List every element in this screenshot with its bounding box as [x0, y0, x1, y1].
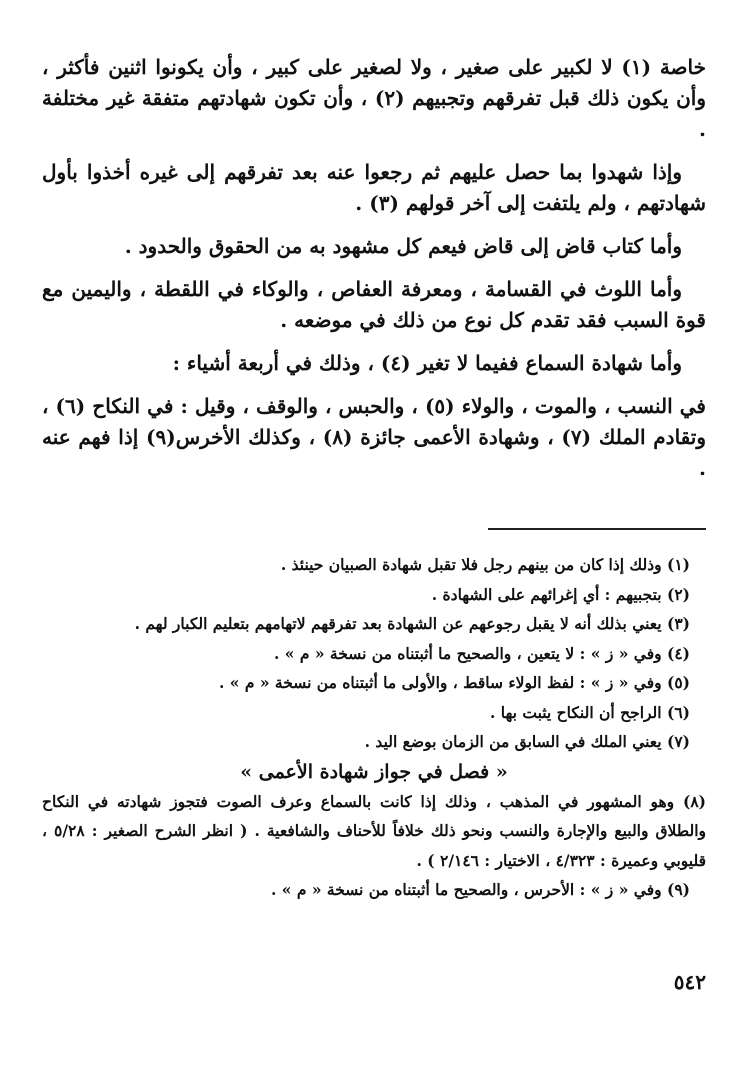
footnote-5: (٥) وفي « ز » : لفظ الولاء ساقط ، والأولى ما أثبتناه من نسخة « م » . [218, 673, 690, 692]
page-number: ٥٤٢ [673, 970, 706, 994]
section-heading: « فصل في جواز شهادة الأعمى » [240, 760, 508, 783]
paragraph-3: وأما كتاب قاض إلى قاض فيعم كل مشهود به من الحقوق والحدود . [124, 234, 682, 258]
footnote-2: (٢) بتجبيهم : أي إغرائهم على الشهادة . [431, 584, 690, 604]
footnotes [42, 550, 706, 905]
paragraph-5: وأما شهادة السماع ففيما لا تغير (٤) ، وذلك في أربعة أشياء : [172, 351, 682, 375]
footnote-1: (١) وذلك إذا كان من بينهم رجل فلا تقبل شهادة الصبيان حينئذ . [280, 555, 690, 574]
paragraph-1: خاصة (١) لا لكبير على صغير ، ولا لصغير على كبير ، وأن يكونوا اثنين فأكثر ، وأن يكون ذلك قبل تفرقهم وتجبيهم (٢) ، وأن تكون شهادتهم متفقة غير مختلفة . [42, 55, 706, 141]
footnote-divider [488, 528, 706, 530]
footnote-9: (٩) وفي « ز » : الأحرس ، والصحيح ما أثبتناه من نسخة « م » . [270, 880, 690, 899]
footnote-8: (٨) وهو المشهور في المذهب ، وذلك إذا كانت بالسماع وعرف الصوت فتجوز شهادته في النكاح والطلاق والبيع والإجارة والنسب ونحو ذلك خلافاً للأحناف والشافعية . ( انظر الشرح الصغير : ٥/٢٨ ، قليوبي وعميرة : ٤/٣٢٣ ، الاختيار : ٢/١٤٦ ) . [42, 791, 706, 870]
footnote-7: (٧) يعني الملك في السابق من الزمان بوضع اليد . [364, 732, 690, 751]
paragraph-2: وإذا شهدوا بما حصل عليهم ثم رجعوا عنه بعد تفرقهم إلى غيره أخذوا بأول شهادتهم ، ولم يلتفت إلى آخر قولهم (٣) . [42, 160, 706, 215]
footnote-3: (٣) يعني بذلك أنه لا يقبل رجوعهم عن الشهادة بعد تفرقهم لاتهامهم بتعليم الكبار لهم . [134, 614, 690, 633]
footnote-6: (٦) الراجح أن النكاح يثبت بها . [489, 702, 690, 722]
main-text [42, 52, 706, 496]
paragraph-4: وأما اللوث في القسامة ، ومعرفة العفاص ، والوكاء في اللقطة ، واليمين مع قوة السبب فقد تقدم كل نوع من ذلك في موضعه . [42, 277, 706, 332]
paragraph-6: في النسب ، والموت ، والولاء (٥) ، والحبس ، والوقف ، وقيل : في النكاح (٦) ، وتقادم الملك (٧) ، وشهادة الأعمى جائزة (٨) ، وكذلك الأخرس(٩) إذا فهم عنه . [42, 394, 707, 480]
footnote-4: (٤) وفي « ز » : لا يتعين ، والصحيح ما أثبتناه من نسخة « م » . [273, 643, 690, 663]
